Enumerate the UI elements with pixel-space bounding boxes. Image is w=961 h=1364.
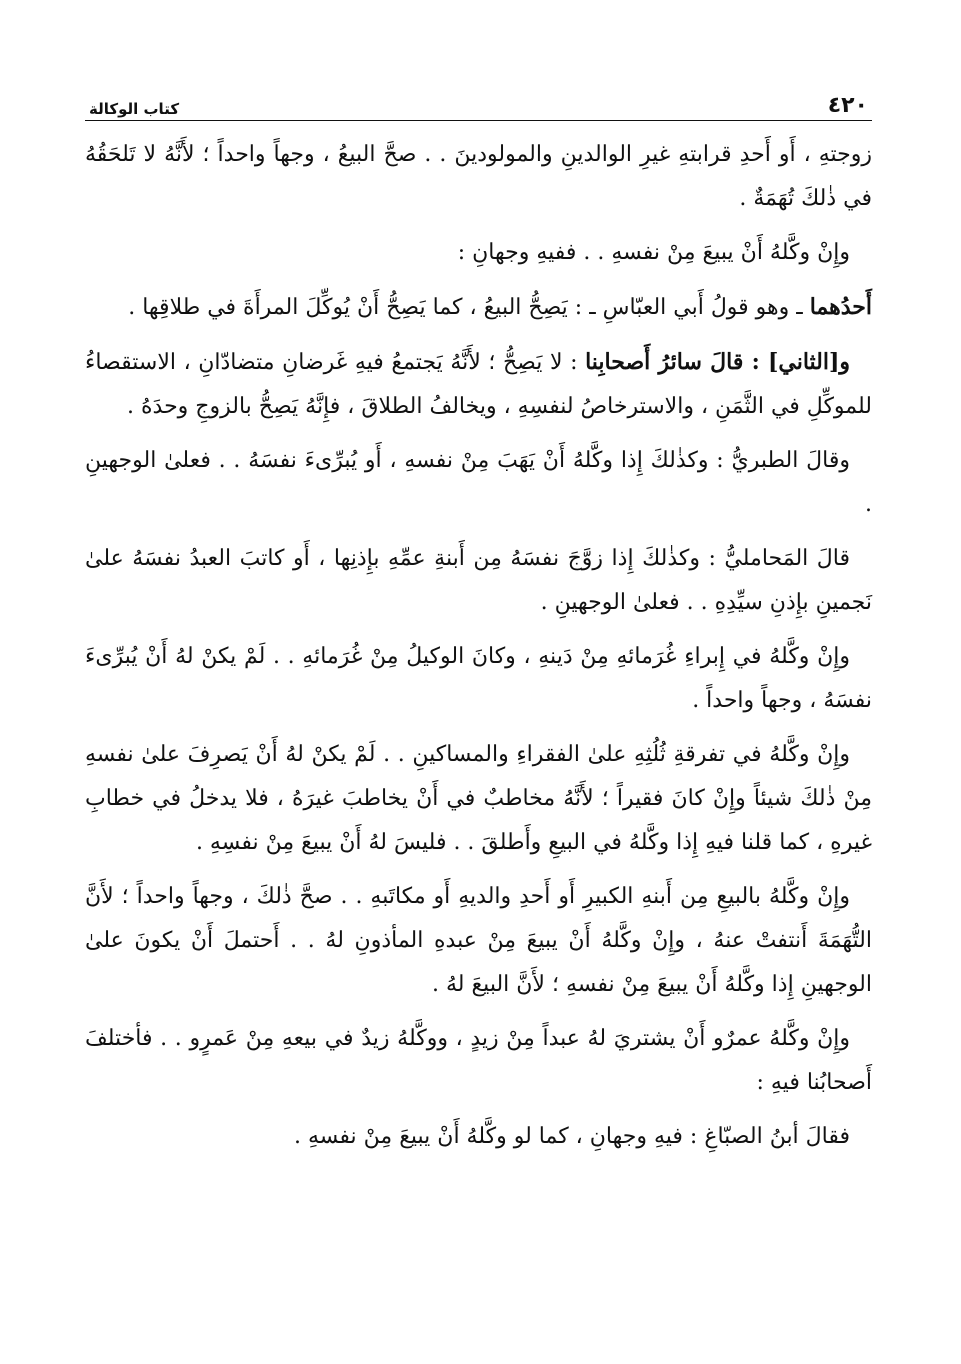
paragraph-text: وإِنْ وكَّلهُ في إِبراءِ غُرَمائهِ مِنْ دَينهِ ، وكانَ الوكيلُ مِنْ غُرَمائهِ . . لَمْ يكنْ لهُ أَنْ يُبرِّىءَ نفسَهُ ، وجهاً واحداً . (85, 644, 872, 713)
page-body (85, 121, 872, 1159)
section-lead-attribution: : قالَ سائرُ أَصحابِنا (585, 349, 768, 375)
paragraph-9 (85, 875, 872, 1007)
section-lead: و[الثاني] (767, 349, 851, 375)
paragraph-text: وإِنْ وكَّلهُ في تفرقةِ ثُلُثِهِ علىٰ الفقراءِ والمساكينِ . . لَمْ يكنْ لهُ أَنْ يَصرِفَ علىٰ نفسهِ مِنْ ذٰلكَ شيئاً وإِنْ كانَ فقيراً ؛ لأَنَّهُ مخاطبٌ في أَنْ يخاطبَ غيرَهُ ، فلا يدخلُ في خطابِ غيرهِ ، كما قلنا فيهِ إِذا وكَّلهُ في البيعِ وأَطلقَ . . فليسَ لهُ أَنْ يبيعَ مِنْ نفسِهِ . (85, 742, 872, 855)
paragraph-11 (85, 1115, 872, 1159)
paragraph-text: وإِنْ وكَّلهُ أَنْ يبيعَ مِنْ نفسهِ . . ففيهِ وجهانِ : (457, 240, 850, 265)
paragraph-5 (85, 439, 872, 527)
book-title: كتاب الوكالة (89, 100, 180, 118)
book-page (85, 78, 872, 1169)
paragraph-8 (85, 733, 872, 865)
paragraph-text: زوجتهِ ، أَو أَحدِ قرابتهِ غيرِ الوالدينِ والمولودينَ . . صحَّ البيعُ ، وجهاً واحداً ؛ لأَنَّهُ لا تَلحَقُهُ في ذٰلكَ تُهَمَةٌ . (85, 142, 872, 211)
page-number: ٤٢٠ (827, 93, 868, 118)
paragraph-1 (85, 133, 872, 221)
paragraph-text: : لا يَصِحُّ ؛ لأَنَّهُ يَجتمعُ فيهِ غَرضانِ متضادّانِ ، الاستقصاءُ للموكِّلِ في الثَّمَنِ ، والاسترخاصُ لنفسِهِ ، ويخالفُ الطلاقَ ، فإِنَّهُ يَصِحُّ بالزوجِ وحدَهُ . (85, 350, 872, 419)
paragraph-text: فقالَ أبنُ الصبّاغِ : فيهِ وجهانِ ، كما لو وكَّلهُ أَنْ يبيعَ مِنْ نفسهِ . (294, 1124, 850, 1149)
paragraph-6 (85, 537, 872, 625)
paragraph-text: وإِنْ وكَّلهُ عمرٌو أَنْ يشتريَ لهُ عبداً مِنْ زيدٍ ، ووكَّلهُ زيدٌ في بيعهِ مِنْ عَمرٍو . . فأختلفَ أَصحابُنا فيهِ : (85, 1026, 872, 1095)
paragraph-text: وقالَ الطبريُّ : وكذٰلكَ إِذا وكَّلهُ أَنْ يَهَبَ مِنْ نفسهِ ، أَو يُبرِّىءَ نفسَهُ . . فعلىٰ الوجهينِ . (85, 448, 872, 517)
paragraph-2 (85, 231, 872, 275)
paragraph-text: وإِنْ وكَّلهُ بالبيعِ مِن أَبنهِ الكبيرِ أَو أَحدِ والديهِ أَو مكاتَبهِ . . صحَّ ذٰلكَ ، وجهاً واحداً ؛ لأَنَّ التُّهَمَةَ أَنتفتْ عنهُ ، وإِنْ وكَّلهُ أَنْ يبيعَ مِنْ عبدهِ المأذونِ لهُ . . أَحتملَ أَنْ يكونَ علىٰ الوجهينِ إِذا وكَّلهُ أَنْ يبيعَ مِنْ نفسهِ ؛ لأَنَّ البيعَ لهُ . (85, 884, 872, 997)
paragraph-4 (85, 340, 872, 429)
paragraph-text: ـ وهو قولُ أَبي العبّاسِ ـ : يَصِحُّ البيعُ ، كما يَصِحُّ أَنْ يُوكِّلَ المرأَةَ في طلاقِها . (128, 295, 810, 320)
paragraph-3 (85, 285, 872, 330)
paragraph-text: قالَ المَحامليُّ : وكذٰلكَ إِذا زوَّجَ نفسَهُ مِن أَبنةِ عمِّهِ بإِذنِها ، أَو كاتبَ العبدُ نفسَهُ علىٰ نَجمينِ بإِذنِ سيِّدِهِ . . فعلىٰ الوجهينِ . (85, 546, 872, 615)
running-header (85, 78, 872, 121)
paragraph-10 (85, 1017, 872, 1105)
paragraph-7 (85, 635, 872, 723)
section-lead: أَحدُهما (809, 294, 872, 320)
